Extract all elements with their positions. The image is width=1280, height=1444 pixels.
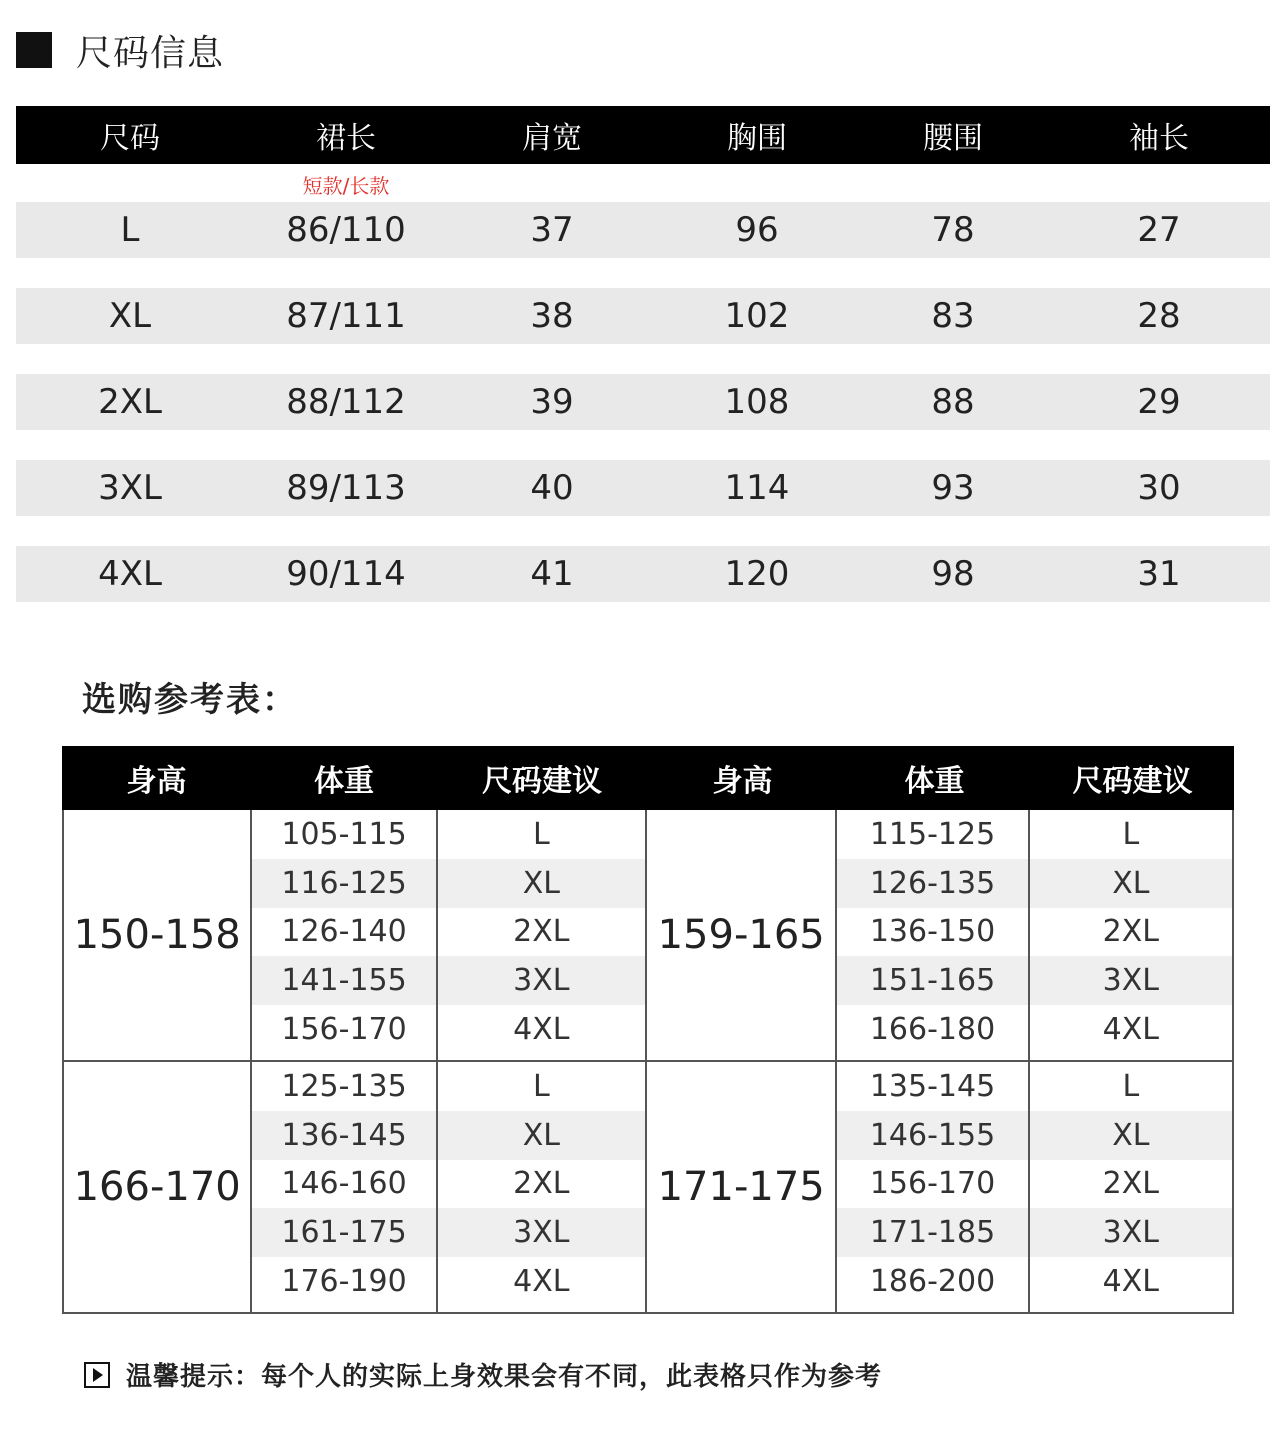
- size-row: [16, 288, 1270, 344]
- tip-text: 温馨提示：每个人的实际上身效果会有不同，此表格只作为参考: [126, 1362, 883, 1392]
- height-range-cell: 150-158: [64, 810, 252, 1060]
- reference-group: [64, 810, 1232, 1060]
- size-cell-shoulder: 38: [530, 296, 574, 336]
- title-square-icon: [16, 32, 52, 68]
- size-cell-skirt-length: 89/113: [286, 468, 406, 508]
- weight-cell: 135-145: [869, 1068, 996, 1104]
- size-suggest-cell: XL: [1030, 1111, 1232, 1160]
- weight-cell: 171-185: [837, 1208, 1027, 1257]
- weight-cell: 186-200: [869, 1264, 996, 1300]
- size-cell-size: XL: [108, 296, 152, 336]
- size-cell-shoulder: 41: [530, 554, 574, 594]
- size-cell-sleeve: 29: [1137, 382, 1181, 422]
- size-cell-shoulder: 40: [530, 468, 574, 508]
- size-suggest-cell: L: [533, 816, 550, 852]
- header-size: 尺码: [100, 121, 160, 156]
- size-suggest-cell: 2XL: [1102, 1166, 1160, 1202]
- size-row: [16, 374, 1270, 430]
- weight-cell: 166-180: [869, 1012, 996, 1048]
- size-cell-size: 3XL: [98, 468, 162, 508]
- weight-cell: 141-155: [252, 956, 435, 1005]
- weight-cell: 176-190: [281, 1264, 407, 1300]
- size-suggest-cell: 4XL: [1102, 1264, 1160, 1300]
- reference-table: [62, 746, 1234, 1314]
- size-suggest-cell: 2XL: [1102, 914, 1160, 950]
- play-arrow-icon: [84, 1362, 110, 1388]
- weight-cell: 146-160: [281, 1166, 407, 1202]
- header-bust: 胸围: [727, 121, 787, 156]
- size-cell-size: L: [120, 210, 140, 250]
- size-suggest-cell: 3XL: [438, 1208, 645, 1257]
- weight-cell: 126-135: [837, 859, 1027, 908]
- size-cell-bust: 102: [724, 296, 790, 336]
- size-cell-bust: 120: [724, 554, 790, 594]
- size-suggest-cell: 4XL: [513, 1012, 570, 1048]
- size-suggest-cell: L: [1122, 1068, 1140, 1104]
- size-cell-bust: 96: [735, 210, 779, 250]
- weight-cell: 156-170: [281, 1012, 407, 1048]
- size-suggest-cell: 4XL: [513, 1264, 570, 1300]
- size-cell-waist: 83: [931, 296, 975, 336]
- size-cell-waist: 98: [931, 554, 975, 594]
- size-cell-size: 2XL: [98, 382, 162, 422]
- reference-heading: 选购参考表：: [82, 680, 298, 720]
- size-cell-bust: 114: [724, 468, 790, 508]
- size-suggest-column: [438, 810, 647, 1060]
- size-suggest-cell: XL: [438, 859, 645, 908]
- header-shoulder: 肩宽: [522, 121, 582, 156]
- size-suggest-cell: L: [1122, 816, 1140, 852]
- height-range-cell: 166-170: [64, 1062, 252, 1312]
- weight-column: [252, 1062, 437, 1312]
- weight-cell: 136-150: [869, 914, 996, 950]
- header-height-left: 身高: [126, 764, 187, 799]
- size-cell-waist: 88: [931, 382, 975, 422]
- weight-cell: 136-145: [252, 1111, 435, 1160]
- size-cell-sleeve: 31: [1137, 554, 1181, 594]
- size-cell-size: 4XL: [98, 554, 162, 594]
- header-weight-right: 体重: [904, 764, 965, 799]
- weight-cell: 105-115: [281, 816, 407, 852]
- weight-cell: 151-165: [837, 956, 1027, 1005]
- size-cell-skirt-length: 87/111: [286, 296, 406, 336]
- size-suggest-cell: 3XL: [438, 956, 645, 1005]
- tip-row: [84, 1356, 882, 1393]
- size-suggest-column: [1030, 1062, 1232, 1312]
- size-cell-skirt-length: 86/110: [286, 210, 406, 250]
- size-table: [16, 106, 1270, 632]
- height-range-cell: 159-165: [647, 810, 837, 1060]
- weight-cell: 161-175: [252, 1208, 435, 1257]
- header-weight-left: 体重: [314, 764, 374, 799]
- size-cell-shoulder: 39: [530, 382, 574, 422]
- size-suggest-cell: 3XL: [1030, 956, 1232, 1005]
- header-suggest-right: 尺码建议: [1072, 764, 1193, 799]
- size-suggest-cell: L: [533, 1068, 550, 1104]
- size-cell-skirt-length: 88/112: [286, 382, 406, 422]
- size-suggest-column: [438, 1062, 647, 1312]
- size-note-row: [16, 164, 1270, 202]
- weight-column: [252, 810, 437, 1060]
- size-suggest-cell: 2XL: [513, 914, 570, 950]
- size-rows: [16, 202, 1270, 602]
- weight-cell: 156-170: [869, 1166, 996, 1202]
- size-cell-bust: 108: [724, 382, 790, 422]
- header-height-right: 身高: [712, 764, 773, 799]
- size-row: [16, 546, 1270, 602]
- size-cell-skirt-length: 90/114: [286, 554, 406, 594]
- size-cell-waist: 93: [931, 468, 975, 508]
- height-range-cell: 171-175: [647, 1062, 837, 1312]
- reference-group: [64, 1060, 1232, 1312]
- weight-cell: 146-155: [837, 1111, 1027, 1160]
- page-title-row: [16, 22, 224, 78]
- size-table-header: [16, 106, 1270, 164]
- size-row: [16, 460, 1270, 516]
- size-cell-sleeve: 30: [1137, 468, 1181, 508]
- skirt-length-note: 短款/长款: [302, 174, 390, 198]
- weight-cell: 115-125: [869, 816, 996, 852]
- size-suggest-cell: XL: [438, 1111, 645, 1160]
- size-cell-sleeve: 28: [1137, 296, 1181, 336]
- size-row: [16, 202, 1270, 258]
- size-suggest-cell: 4XL: [1102, 1012, 1160, 1048]
- size-suggest-column: [1030, 810, 1232, 1060]
- size-suggest-cell: 2XL: [513, 1166, 570, 1202]
- header-waist: 腰围: [923, 121, 983, 156]
- weight-column: [837, 810, 1029, 1060]
- weight-cell: 116-125: [252, 859, 435, 908]
- reference-table-body: [62, 810, 1234, 1314]
- size-suggest-cell: XL: [1030, 859, 1232, 908]
- size-cell-shoulder: 37: [530, 210, 574, 250]
- header-suggest-left: 尺码建议: [482, 764, 602, 799]
- header-sleeve: 袖长: [1129, 121, 1189, 156]
- header-skirt-length: 裙长: [316, 121, 376, 156]
- size-cell-sleeve: 27: [1137, 210, 1181, 250]
- weight-cell: 125-135: [281, 1068, 407, 1104]
- weight-column: [837, 1062, 1029, 1312]
- size-cell-waist: 78: [931, 210, 975, 250]
- weight-cell: 126-140: [281, 914, 407, 950]
- page-title: 尺码信息: [76, 32, 225, 74]
- reference-table-header: [62, 746, 1234, 810]
- size-suggest-cell: 3XL: [1030, 1208, 1232, 1257]
